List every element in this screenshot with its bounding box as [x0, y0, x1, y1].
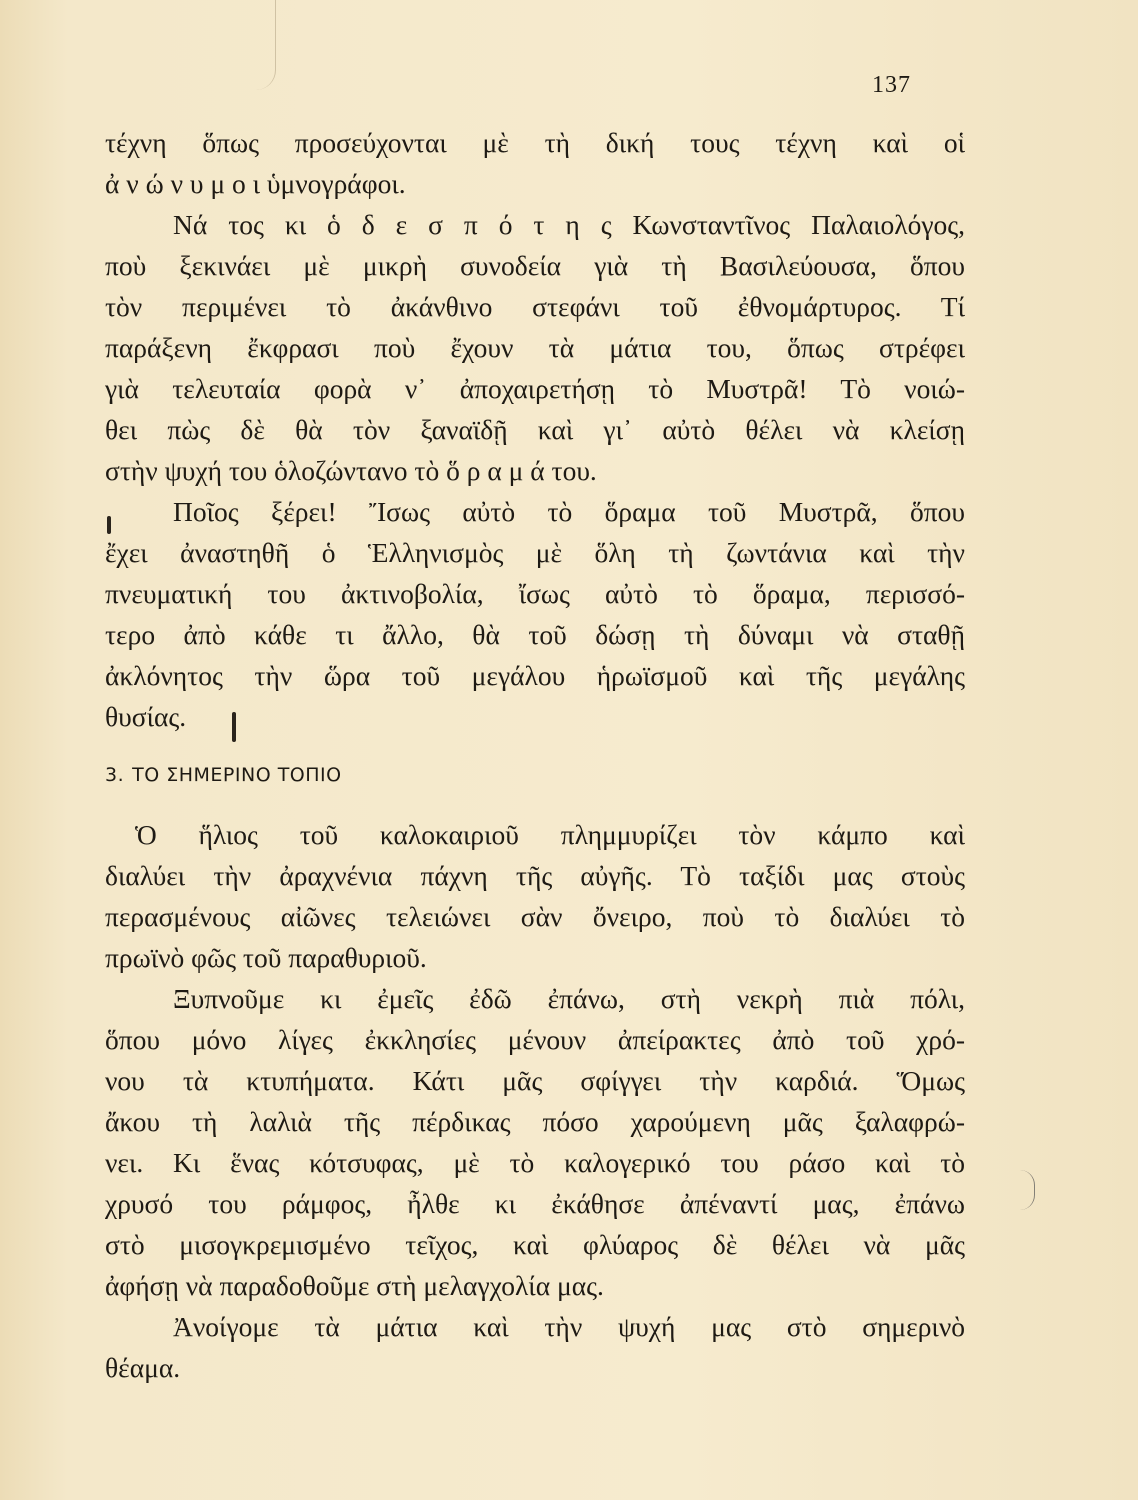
text-line: θει πὼς δὲ θὰ τὸν ξαναϊδῇ καὶ γι᾽ αὐτὸ θέλει νὰ κλείσῃ	[105, 414, 965, 445]
text-line: θέαμα.	[105, 1352, 181, 1383]
text-line: χρυσό του ράμφος, ἦλθε κι ἐκάθησε ἀπέναντί μας, ἐπάνω	[105, 1188, 965, 1219]
text-line: ἄκου τὴ λαλιὰ τῆς πέρδικας πόσο χαρούμενη μᾶς ξαλαφρώ-	[105, 1106, 965, 1137]
text-line: θυσίας.	[105, 701, 187, 732]
page-crease	[255, 0, 276, 90]
text-line: ἀκλόνητος τὴν ὥρα τοῦ μεγάλου ἡρωϊσμοῦ καὶ τῆς μεγάλης	[105, 660, 965, 691]
text-line: Ποῖος ξέρει! Ἴσως αὐτὸ τὸ ὅραμα τοῦ Μυστρᾶ, ὅπου	[173, 496, 965, 527]
text-line: ποὺ ξεκινάει μὲ μικρὴ συνοδεία γιὰ τὴ Βασιλεύουσα, ὅπου	[105, 250, 965, 281]
text-line: τερο ἀπὸ κάθε τι ἄλλο, θὰ τοῦ δώσῃ τὴ δύναμι νὰ σταθῇ	[105, 619, 965, 650]
section-number: 3.	[105, 764, 125, 786]
text-line: διαλύει τὴν ἀραχνένια πάχνη τῆς αὐγῆς. Τὸ ταξίδι μας στοὺς	[105, 860, 965, 891]
text-line: Νά τος κι ὁ δ ε σ π ό τ η ς Κωνσταντῖνος Παλαιολόγος,	[173, 209, 965, 240]
text-line: τὸν περιμένει τὸ ἀκάνθινο στεφάνι τοῦ ἐθνομάρτυρος. Τί	[105, 291, 965, 322]
body-text	[105, 122, 965, 1388]
text-line: πνευματική του ἀκτινοβολία, ἴσως αὐτὸ τὸ ὅραμα, περισσό-	[105, 578, 965, 609]
text-line: Ἀνοίγομε τὰ μάτια καὶ τὴν ψυχή μας στὸ σημερινὸ	[173, 1311, 965, 1342]
text-line: Ξυπνοῦμε κι ἐμεῖς ἐδῶ ἐπάνω, στὴ νεκρὴ πιὰ πόλι,	[173, 983, 965, 1014]
text-line: στὸ μισογκρεμισμένο τεῖχος, καὶ φλύαρος δὲ θέλει νὰ μᾶς	[105, 1229, 965, 1260]
page-number: 137	[872, 72, 911, 98]
text-line: γιὰ τελευταία φορὰ ν᾽ ἀποχαιρετήσῃ τὸ Μυστρᾶ! Τὸ νοιώ-	[105, 373, 965, 404]
text-line: πρωϊνὸ φῶς τοῦ παραθυριοῦ.	[105, 942, 427, 973]
text-line: στὴν ψυχή του ὁλοζώντανο τὸ ὅ ρ α μ ά του.	[105, 455, 597, 486]
pencil-mark-start	[107, 516, 111, 534]
text-line: νει. Κι ἕνας κότσυφας, μὲ τὸ καλογερικό του ράσο καὶ τὸ	[105, 1147, 965, 1178]
text-line: Ὁ ἥλιος τοῦ καλοκαιριοῦ πλημμυρίζει τὸν κάμπο καὶ	[135, 819, 965, 850]
text-line: ἔχει ἀναστηθῆ ὁ Ἑλληνισμὸς μὲ ὅλη τὴ ζωντάνια καὶ τὴν	[105, 537, 965, 568]
text-line: ὅπου μόνο λίγες ἐκκλησίες μένουν ἀπείρακτες ἀπὸ τοῦ χρό-	[105, 1024, 965, 1055]
text-line: τέχνη ὅπως προσεύχονται μὲ τὴ δική τους τέχνη καὶ οἱ	[105, 127, 965, 158]
text-line: νου τὰ κτυπήματα. Κάτι μᾶς σφίγγει τὴν καρδιά. Ὅμως	[105, 1065, 965, 1096]
margin-pencil-mark	[1020, 1170, 1035, 1210]
text-line: ἀ ν ώ ν υ μ ο ι ὑμνογράφοι.	[105, 168, 406, 199]
text-line: παράξενη ἔκφρασι ποὺ ἔχουν τὰ μάτια του, ὅπως στρέφει	[105, 332, 965, 363]
section-heading	[105, 755, 965, 796]
text-line: ἀφήσῃ νὰ παραδοθοῦμε στὴ μελαγχολία μας.	[105, 1270, 604, 1301]
text-line: περασμένους αἰῶνες τελειώνει σὰν ὄνειρο, ποὺ τὸ διαλύει τὸ	[105, 901, 965, 932]
section-title: ΤΟ ΣΗΜΕΡΙΝΟ ΤΟΠΙΟ	[132, 764, 342, 786]
pencil-mark-end	[232, 712, 236, 742]
